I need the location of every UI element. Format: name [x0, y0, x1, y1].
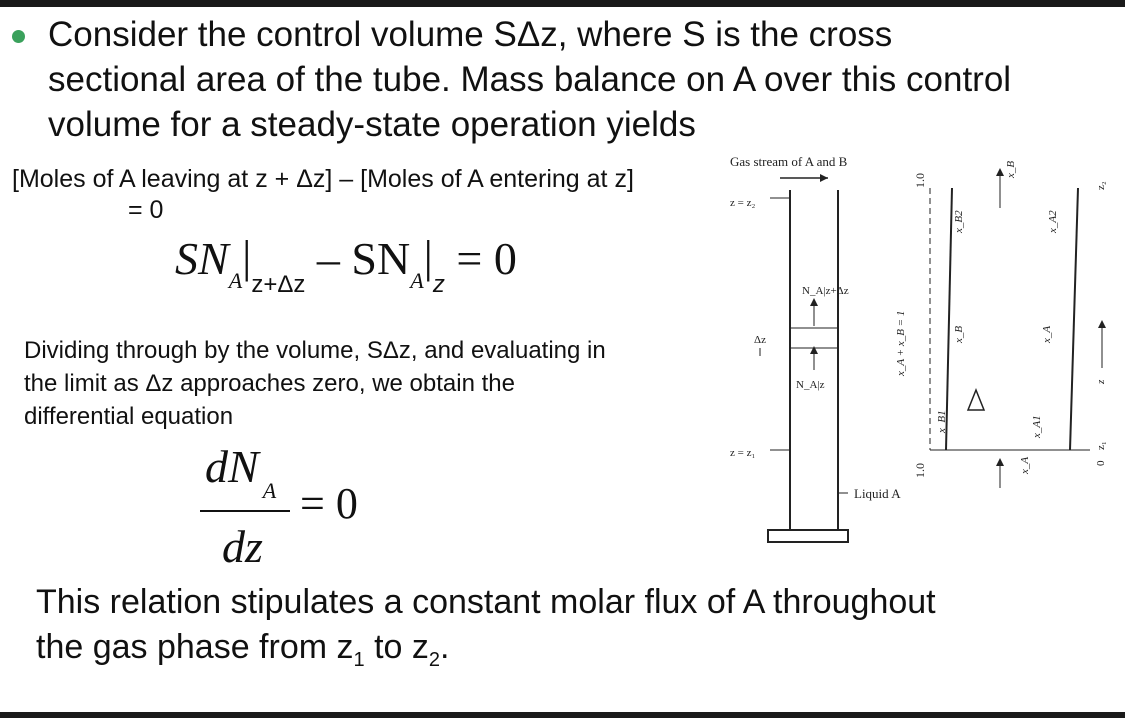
numerator-sub-a: A	[262, 478, 277, 503]
z2-level-label: z = z₂	[730, 197, 756, 209]
liquid-a-label: Liquid A	[854, 486, 901, 501]
eq1-eval-bar-2: |	[423, 231, 433, 282]
eq1-rhs: = 0	[456, 233, 517, 284]
conclusion-sub-1: 1	[353, 648, 365, 671]
conclusion-post: .	[440, 628, 450, 666]
xb-label: x_B	[953, 325, 965, 343]
xa-direction-arrowhead-icon	[996, 458, 1004, 466]
eq1-sub-z-dz: z+Δz	[251, 271, 306, 298]
dividing-line-1: Dividing through by the volume, SΔz, and evaluating in	[24, 337, 606, 364]
one-top-label: 1.0	[913, 173, 927, 188]
hollow-arrow-icon	[968, 390, 984, 410]
conclusion-line-2	[36, 625, 936, 683]
xa1-label: x_A1	[1031, 415, 1043, 438]
eq1-eval-bar: |	[242, 231, 252, 282]
gas-stream-label: Gas stream of A and B	[730, 154, 848, 169]
gas-stream-arrowhead-icon	[820, 174, 828, 182]
bottom-border	[0, 712, 1125, 718]
dz-label: Δz	[754, 334, 766, 346]
xa-direction-label: x_A	[1019, 456, 1031, 474]
flux-bottom-arrowhead-icon	[810, 346, 818, 354]
intro-paragraph	[48, 12, 1098, 147]
zero-axis-label: 0	[1095, 460, 1107, 466]
balance-equals-zero: = 0	[128, 196, 164, 224]
flux-bottom-label: N_A|z	[796, 379, 825, 391]
eq1-sub-z: z	[432, 271, 445, 298]
intro-line-2: sectional area of the tube. Mass balance on A over this control	[48, 60, 1012, 99]
xa-label: x_A	[1041, 325, 1053, 343]
balance-statement: [Moles of A leaving at z + Δz] – [Moles of A entering at z]	[12, 165, 634, 193]
z-axis-label: z	[1095, 379, 1107, 384]
eq1-sub-a: A	[228, 268, 243, 293]
sum-label: x_A + x_B = 1	[895, 310, 907, 376]
bullet-dot-icon	[12, 30, 25, 43]
dividing-line-3: differential equation	[24, 403, 234, 430]
xb1-label: x_B1	[936, 410, 948, 433]
conclusion-mid: to z	[364, 628, 429, 666]
xa2-label: x_A2	[1047, 210, 1059, 233]
z-axis-arrowhead-icon	[1098, 320, 1106, 328]
tube-base	[768, 530, 848, 542]
z1-axis-label: z₁	[1095, 441, 1107, 450]
xa-profile-line	[1070, 188, 1078, 450]
flux-difference-equation	[175, 231, 517, 298]
conclusion-paragraph	[36, 580, 936, 683]
xb2-label: x_B2	[953, 210, 965, 233]
eq1-sub-a2: A	[410, 268, 424, 293]
derivative-denominator: dz	[222, 521, 263, 572]
eq1-sn: SN	[175, 233, 229, 284]
intro-line-1: Consider the control volume SΔz, where S is the cross	[48, 15, 893, 54]
diffusion-tube-diagram	[710, 148, 1120, 558]
fraction-bar	[200, 510, 290, 512]
conclusion-pre: the gas phase from z	[36, 628, 354, 666]
dividing-paragraph	[24, 334, 606, 433]
xb-direction-label: x_B	[1005, 160, 1017, 178]
derivative-numerator	[205, 440, 277, 503]
flux-top-arrowhead-icon	[810, 298, 818, 306]
dividing-line-2: the limit as Δz approaches zero, we obtain the	[24, 370, 515, 397]
xb-direction-arrowhead-icon	[996, 168, 1004, 176]
one-bottom-label: 1.0	[913, 463, 927, 478]
derivative-rhs: = 0	[300, 479, 358, 528]
conclusion-sub-2: 2	[428, 648, 441, 671]
intro-line-3: volume for a steady-state operation yields	[48, 105, 696, 144]
z1-level-label: z = z₁	[730, 447, 756, 459]
eq1-minus-sn: – SN	[316, 233, 411, 284]
top-border	[0, 0, 1125, 7]
z2-axis-label: z₂	[1095, 181, 1107, 190]
flux-top-label: N_A|z+Δz	[802, 285, 849, 297]
conclusion-line-1: This relation stipulates a constant molar flux of A throughout	[36, 583, 936, 621]
numerator-dn: dN	[205, 441, 259, 492]
